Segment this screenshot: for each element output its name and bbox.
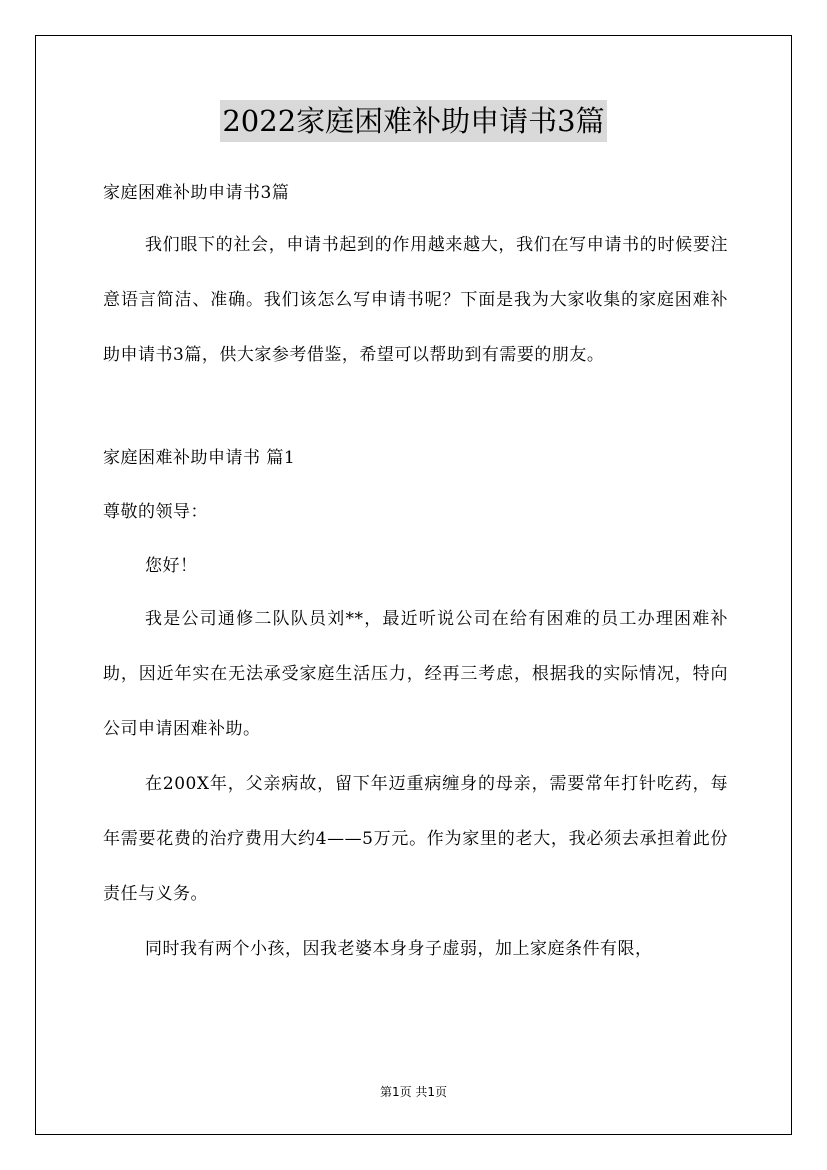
body-paragraph-3: 同时我有两个小孩，因我老婆本身身子虚弱，加上家庭条件有限， — [145, 939, 653, 959]
salutation: 尊敬的领导： — [103, 502, 208, 522]
body-paragraph-2: 在200X年，父亲病故，留下年迈重病缠身的母亲，需要常年打针吃药，每年需要花费的治疗费用大约4——5万元。作为家里的老大，我必须去承担着此份责任与义务。 — [103, 774, 728, 904]
intro-paragraph: 我们眼下的社会，申请书起到的作用越来越大，我们在写申请书的时候要注意语言简洁、准确。我们该怎么写申请书呢？下面是我为大家收集的家庭困难补助申请书3篇，供大家参考借鉴，希望可以帮助到有需要的朋友。 — [103, 235, 728, 365]
document-subtitle: 家庭困难补助申请书3篇 — [103, 183, 290, 203]
title-wrap — [0, 100, 827, 142]
body-paragraph-1: 我是公司通修二队队员刘**，最近听说公司在给有困难的员工办理困难补助，因近年实在无法承受家庭生活压力，经再三考虑，根据我的实际情况，特向公司申请困难补助。 — [103, 609, 728, 739]
greeting: 您好！ — [145, 556, 198, 576]
document-body — [103, 176, 728, 977]
section-heading: 家庭困难补助申请书 篇1 — [103, 448, 296, 468]
document-title: 2022家庭困难补助申请书3篇 — [220, 100, 606, 142]
page-footer: 第1页 共1页 — [379, 1085, 448, 1099]
